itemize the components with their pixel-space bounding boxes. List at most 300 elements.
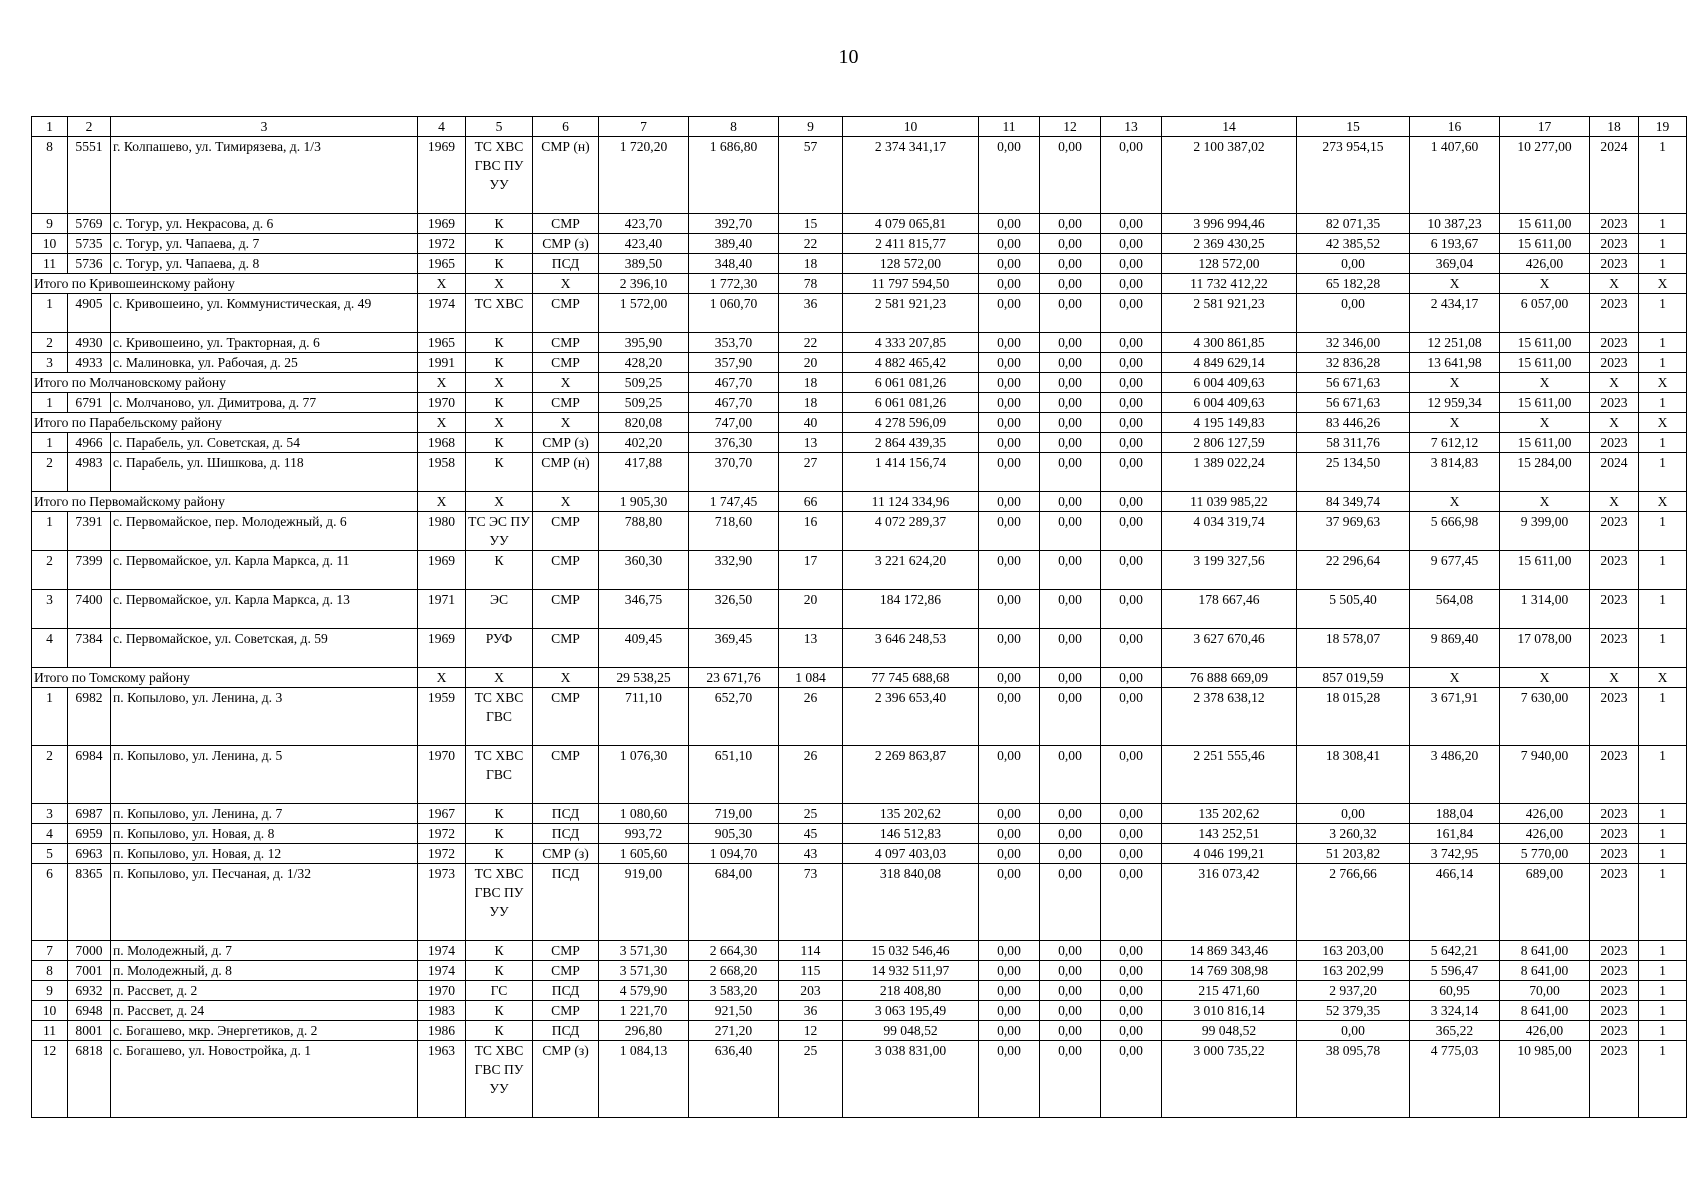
limit-cost-per-sqm: Х	[1500, 274, 1590, 294]
quantity: 1	[1639, 433, 1687, 453]
living-area: 1 747,45	[689, 492, 779, 512]
table-row	[32, 824, 1687, 844]
regional-funds: 0,00	[1040, 294, 1101, 333]
work-types: ЭС	[466, 590, 533, 629]
total-area: 788,80	[599, 512, 689, 551]
limit-cost-per-sqm: 10 277,00	[1500, 137, 1590, 214]
row-number: 1	[32, 512, 68, 551]
other-funds: 273 954,15	[1297, 137, 1410, 214]
living-area: 651,10	[689, 746, 779, 804]
cost-per-sqm: 12 251,08	[1410, 333, 1500, 353]
federal-funds: 0,00	[979, 1041, 1040, 1118]
work-types: К	[466, 804, 533, 824]
cost-per-sqm: 12 959,34	[1410, 393, 1500, 413]
row-number: 2	[32, 333, 68, 353]
owners-funds: 14 769 308,98	[1162, 961, 1297, 981]
total-area: 1 084,13	[599, 1041, 689, 1118]
row-number: 10	[32, 1001, 68, 1021]
district-total-row	[32, 274, 1687, 294]
work-types: К	[466, 551, 533, 590]
cost-per-sqm: 466,14	[1410, 864, 1500, 941]
living-area: 389,40	[689, 234, 779, 254]
total-cost: 14 932 511,97	[843, 961, 979, 981]
work-types: Х	[466, 373, 533, 393]
year-built: 1970	[418, 393, 466, 413]
other-funds: 42 385,52	[1297, 234, 1410, 254]
total-cost: 146 512,83	[843, 824, 979, 844]
owners-funds: 215 471,60	[1162, 981, 1297, 1001]
work-types: К	[466, 1021, 533, 1041]
municipal-funds: 0,00	[1101, 453, 1162, 492]
work-types: К	[466, 433, 533, 453]
total-cost: 4 882 465,42	[843, 353, 979, 373]
living-area: 467,70	[689, 393, 779, 413]
owners-funds: 1 389 022,24	[1162, 453, 1297, 492]
district-total-label: Итого по Кривошеинскому району	[32, 274, 418, 294]
table-row	[32, 941, 1687, 961]
other-funds: 5 505,40	[1297, 590, 1410, 629]
living-area: 369,45	[689, 629, 779, 668]
row-number: 7	[32, 941, 68, 961]
column-header: 16	[1410, 117, 1500, 137]
federal-funds: 0,00	[979, 981, 1040, 1001]
cost-per-sqm: 9 677,45	[1410, 551, 1500, 590]
planned-year: Х	[1590, 413, 1639, 433]
federal-funds: 0,00	[979, 214, 1040, 234]
planned-year: 2023	[1590, 864, 1639, 941]
other-funds: 25 134,50	[1297, 453, 1410, 492]
federal-funds: 0,00	[979, 668, 1040, 688]
federal-funds: 0,00	[979, 373, 1040, 393]
work-types: Х	[466, 668, 533, 688]
house-id: 4930	[68, 333, 111, 353]
address: с. Первомайское, ул. Карла Маркса, д. 11	[111, 551, 418, 590]
total-cost: 3 038 831,00	[843, 1041, 979, 1118]
total-area: 417,88	[599, 453, 689, 492]
row-number: 8	[32, 137, 68, 214]
address: п. Копылово, ул. Ленина, д. 5	[111, 746, 418, 804]
work-types: К	[466, 254, 533, 274]
planned-year: 2023	[1590, 961, 1639, 981]
work-stage: ПСД	[533, 824, 599, 844]
address: с. Первомайское, ул. Карла Маркса, д. 13	[111, 590, 418, 629]
table-row	[32, 981, 1687, 1001]
house-id: 7001	[68, 961, 111, 981]
address: г. Колпашево, ул. Тимирязева, д. 1/3	[111, 137, 418, 214]
quantity: 1	[1639, 333, 1687, 353]
limit-cost-per-sqm: 5 770,00	[1500, 844, 1590, 864]
total-area: 409,45	[599, 629, 689, 668]
quantity: 1	[1639, 393, 1687, 413]
planned-year: 2024	[1590, 453, 1639, 492]
federal-funds: 0,00	[979, 234, 1040, 254]
total-cost: 135 202,62	[843, 804, 979, 824]
residents: 16	[779, 512, 843, 551]
quantity: 1	[1639, 804, 1687, 824]
owners-funds: 178 667,46	[1162, 590, 1297, 629]
column-header: 11	[979, 117, 1040, 137]
quantity: 1	[1639, 214, 1687, 234]
cost-per-sqm: Х	[1410, 668, 1500, 688]
owners-funds: 11 039 985,22	[1162, 492, 1297, 512]
total-area: 3 571,30	[599, 961, 689, 981]
residents: 115	[779, 961, 843, 981]
row-number: 1	[32, 294, 68, 333]
work-stage: ПСД	[533, 254, 599, 274]
house-id: 4933	[68, 353, 111, 373]
row-number: 4	[32, 824, 68, 844]
residents: 12	[779, 1021, 843, 1041]
house-id: 8365	[68, 864, 111, 941]
column-header: 13	[1101, 117, 1162, 137]
work-stage: СМР	[533, 333, 599, 353]
cost-per-sqm: 2 434,17	[1410, 294, 1500, 333]
total-cost: 2 864 439,35	[843, 433, 979, 453]
year-built: 1986	[418, 1021, 466, 1041]
year-built: Х	[418, 413, 466, 433]
regional-funds: 0,00	[1040, 629, 1101, 668]
owners-funds: 2 806 127,59	[1162, 433, 1297, 453]
house-id: 5735	[68, 234, 111, 254]
planned-year: 2023	[1590, 688, 1639, 746]
year-built: 1958	[418, 453, 466, 492]
total-area: 346,75	[599, 590, 689, 629]
work-types: Х	[466, 492, 533, 512]
row-number: 1	[32, 688, 68, 746]
work-types: РУФ	[466, 629, 533, 668]
federal-funds: 0,00	[979, 844, 1040, 864]
federal-funds: 0,00	[979, 1021, 1040, 1041]
total-cost: 4 333 207,85	[843, 333, 979, 353]
planned-year: Х	[1590, 492, 1639, 512]
regional-funds: 0,00	[1040, 453, 1101, 492]
house-id: 6791	[68, 393, 111, 413]
living-area: 326,50	[689, 590, 779, 629]
work-types: ТС ХВС ГВС ПУ УУ	[466, 137, 533, 214]
planned-year: 2023	[1590, 512, 1639, 551]
total-area: 423,40	[599, 234, 689, 254]
total-cost: 184 172,86	[843, 590, 979, 629]
address: с. Парабель, ул. Советская, д. 54	[111, 433, 418, 453]
other-funds: 2 937,20	[1297, 981, 1410, 1001]
other-funds: 18 578,07	[1297, 629, 1410, 668]
table-row	[32, 1021, 1687, 1041]
limit-cost-per-sqm: Х	[1500, 668, 1590, 688]
address: с. Парабель, ул. Шишкова, д. 118	[111, 453, 418, 492]
total-area: 919,00	[599, 864, 689, 941]
residents: 45	[779, 824, 843, 844]
work-types: К	[466, 453, 533, 492]
row-number: 5	[32, 844, 68, 864]
column-header: 7	[599, 117, 689, 137]
regional-funds: 0,00	[1040, 373, 1101, 393]
year-built: Х	[418, 492, 466, 512]
owners-funds: 3 996 994,46	[1162, 214, 1297, 234]
table-row	[32, 844, 1687, 864]
total-cost: 2 581 921,23	[843, 294, 979, 333]
table-row	[32, 688, 1687, 746]
table-body	[32, 117, 1687, 1118]
work-stage: СМР	[533, 393, 599, 413]
total-cost: 3 063 195,49	[843, 1001, 979, 1021]
planned-year: 2023	[1590, 941, 1639, 961]
living-area: 3 583,20	[689, 981, 779, 1001]
work-stage: СМР	[533, 941, 599, 961]
limit-cost-per-sqm: 426,00	[1500, 254, 1590, 274]
row-number: 9	[32, 981, 68, 1001]
residents: 43	[779, 844, 843, 864]
cost-per-sqm: Х	[1410, 373, 1500, 393]
quantity: 1	[1639, 137, 1687, 214]
cost-per-sqm: Х	[1410, 492, 1500, 512]
planned-year: 2023	[1590, 1041, 1639, 1118]
table-row	[32, 629, 1687, 668]
living-area: 392,70	[689, 214, 779, 234]
row-number: 3	[32, 804, 68, 824]
total-cost: 99 048,52	[843, 1021, 979, 1041]
regional-funds: 0,00	[1040, 688, 1101, 746]
municipal-funds: 0,00	[1101, 433, 1162, 453]
limit-cost-per-sqm: 8 641,00	[1500, 941, 1590, 961]
year-built: 1973	[418, 864, 466, 941]
living-area: 636,40	[689, 1041, 779, 1118]
federal-funds: 0,00	[979, 551, 1040, 590]
cost-per-sqm: 5 642,21	[1410, 941, 1500, 961]
table-row	[32, 590, 1687, 629]
row-number: 8	[32, 961, 68, 981]
district-total-label: Итого по Парабельскому району	[32, 413, 418, 433]
district-total-label: Итого по Томскому району	[32, 668, 418, 688]
year-built: 1969	[418, 551, 466, 590]
row-number: 11	[32, 254, 68, 274]
residents: 26	[779, 688, 843, 746]
limit-cost-per-sqm: 15 611,00	[1500, 551, 1590, 590]
limit-cost-per-sqm: 15 611,00	[1500, 214, 1590, 234]
residents: 26	[779, 746, 843, 804]
residents: 22	[779, 333, 843, 353]
municipal-funds: 0,00	[1101, 551, 1162, 590]
address: п. Копылово, ул. Новая, д. 8	[111, 824, 418, 844]
total-area: 509,25	[599, 373, 689, 393]
federal-funds: 0,00	[979, 688, 1040, 746]
regional-funds: 0,00	[1040, 413, 1101, 433]
work-stage: СМР (з)	[533, 234, 599, 254]
table-row	[32, 333, 1687, 353]
living-area: 271,20	[689, 1021, 779, 1041]
district-total-row	[32, 492, 1687, 512]
federal-funds: 0,00	[979, 294, 1040, 333]
owners-funds: 135 202,62	[1162, 804, 1297, 824]
work-stage: Х	[533, 274, 599, 294]
column-header: 1	[32, 117, 68, 137]
column-header: 9	[779, 117, 843, 137]
municipal-funds: 0,00	[1101, 512, 1162, 551]
table-row	[32, 453, 1687, 492]
address: с. Кривошеино, ул. Коммунистическая, д. 49	[111, 294, 418, 333]
limit-cost-per-sqm: 426,00	[1500, 824, 1590, 844]
quantity: 1	[1639, 1001, 1687, 1021]
work-types: К	[466, 941, 533, 961]
work-stage: СМР (н)	[533, 453, 599, 492]
municipal-funds: 0,00	[1101, 492, 1162, 512]
work-stage: СМР	[533, 961, 599, 981]
total-area: 1 080,60	[599, 804, 689, 824]
cost-per-sqm: Х	[1410, 413, 1500, 433]
cost-per-sqm: 188,04	[1410, 804, 1500, 824]
cost-per-sqm: 369,04	[1410, 254, 1500, 274]
work-stage: Х	[533, 492, 599, 512]
residents: 18	[779, 254, 843, 274]
house-id: 7391	[68, 512, 111, 551]
other-funds: 58 311,76	[1297, 433, 1410, 453]
owners-funds: 11 732 412,22	[1162, 274, 1297, 294]
owners-funds: 2 581 921,23	[1162, 294, 1297, 333]
other-funds: 84 349,74	[1297, 492, 1410, 512]
address: с. Богашево, ул. Новостройка, д. 1	[111, 1041, 418, 1118]
total-cost: 77 745 688,68	[843, 668, 979, 688]
row-number: 11	[32, 1021, 68, 1041]
living-area: 684,00	[689, 864, 779, 941]
planned-year: 2023	[1590, 393, 1639, 413]
table-row	[32, 961, 1687, 981]
column-header: 3	[111, 117, 418, 137]
municipal-funds: 0,00	[1101, 373, 1162, 393]
regional-funds: 0,00	[1040, 353, 1101, 373]
house-id: 4905	[68, 294, 111, 333]
work-types: ТС ХВС	[466, 294, 533, 333]
total-area: 360,30	[599, 551, 689, 590]
planned-year: 2023	[1590, 353, 1639, 373]
planned-year: 2023	[1590, 551, 1639, 590]
regional-funds: 0,00	[1040, 1001, 1101, 1021]
work-types: К	[466, 824, 533, 844]
regional-funds: 0,00	[1040, 433, 1101, 453]
municipal-funds: 0,00	[1101, 804, 1162, 824]
regional-funds: 0,00	[1040, 274, 1101, 294]
other-funds: 83 446,26	[1297, 413, 1410, 433]
regional-funds: 0,00	[1040, 214, 1101, 234]
limit-cost-per-sqm: 70,00	[1500, 981, 1590, 1001]
total-area: 993,72	[599, 824, 689, 844]
work-types: К	[466, 234, 533, 254]
house-id: 6963	[68, 844, 111, 864]
capital-repair-register-table	[31, 116, 1687, 1118]
federal-funds: 0,00	[979, 274, 1040, 294]
municipal-funds: 0,00	[1101, 668, 1162, 688]
address: с. Богашево, мкр. Энергетиков, д. 2	[111, 1021, 418, 1041]
district-total-row	[32, 413, 1687, 433]
living-area: 353,70	[689, 333, 779, 353]
quantity: 1	[1639, 353, 1687, 373]
work-types: Х	[466, 274, 533, 294]
quantity: Х	[1639, 373, 1687, 393]
total-area: 820,08	[599, 413, 689, 433]
regional-funds: 0,00	[1040, 551, 1101, 590]
quantity: 1	[1639, 254, 1687, 274]
planned-year: 2023	[1590, 214, 1639, 234]
work-stage: СМР (з)	[533, 433, 599, 453]
total-area: 4 579,90	[599, 981, 689, 1001]
column-header: 5	[466, 117, 533, 137]
house-id: 6932	[68, 981, 111, 1001]
owners-funds: 3 000 735,22	[1162, 1041, 1297, 1118]
work-stage: СМР (н)	[533, 137, 599, 214]
work-types: К	[466, 393, 533, 413]
regional-funds: 0,00	[1040, 668, 1101, 688]
total-area: 296,80	[599, 1021, 689, 1041]
table-row	[32, 137, 1687, 214]
quantity: 1	[1639, 590, 1687, 629]
work-stage: СМР	[533, 590, 599, 629]
work-stage: ПСД	[533, 864, 599, 941]
living-area: 332,90	[689, 551, 779, 590]
quantity: 1	[1639, 453, 1687, 492]
owners-funds: 3 627 670,46	[1162, 629, 1297, 668]
work-types: К	[466, 961, 533, 981]
year-built: 1980	[418, 512, 466, 551]
owners-funds: 128 572,00	[1162, 254, 1297, 274]
work-types: К	[466, 1001, 533, 1021]
house-id: 6818	[68, 1041, 111, 1118]
limit-cost-per-sqm: 9 399,00	[1500, 512, 1590, 551]
municipal-funds: 0,00	[1101, 413, 1162, 433]
cost-per-sqm: 7 612,12	[1410, 433, 1500, 453]
residents: 20	[779, 353, 843, 373]
house-id: 4983	[68, 453, 111, 492]
house-id: 6959	[68, 824, 111, 844]
residents: 25	[779, 804, 843, 824]
limit-cost-per-sqm: 6 057,00	[1500, 294, 1590, 333]
column-header: 17	[1500, 117, 1590, 137]
other-funds: 38 095,78	[1297, 1041, 1410, 1118]
residents: 1 084	[779, 668, 843, 688]
total-area: 3 571,30	[599, 941, 689, 961]
row-number: 2	[32, 746, 68, 804]
work-stage: СМР	[533, 214, 599, 234]
row-number: 2	[32, 453, 68, 492]
other-funds: 163 203,00	[1297, 941, 1410, 961]
municipal-funds: 0,00	[1101, 844, 1162, 864]
other-funds: 56 671,63	[1297, 393, 1410, 413]
table-row	[32, 294, 1687, 333]
work-types: ТС ХВС ГВС	[466, 688, 533, 746]
year-built: 1970	[418, 981, 466, 1001]
municipal-funds: 0,00	[1101, 981, 1162, 1001]
regional-funds: 0,00	[1040, 137, 1101, 214]
living-area: 357,90	[689, 353, 779, 373]
municipal-funds: 0,00	[1101, 234, 1162, 254]
regional-funds: 0,00	[1040, 254, 1101, 274]
column-header: 6	[533, 117, 599, 137]
regional-funds: 0,00	[1040, 393, 1101, 413]
owners-funds: 4 300 861,85	[1162, 333, 1297, 353]
address: п. Рассвет, д. 2	[111, 981, 418, 1001]
other-funds: 3 260,32	[1297, 824, 1410, 844]
district-total-label: Итого по Первомайскому району	[32, 492, 418, 512]
municipal-funds: 0,00	[1101, 254, 1162, 274]
owners-funds: 76 888 669,09	[1162, 668, 1297, 688]
year-built: 1974	[418, 941, 466, 961]
planned-year: Х	[1590, 373, 1639, 393]
year-built: 1972	[418, 824, 466, 844]
year-built: 1963	[418, 1041, 466, 1118]
living-area: 23 671,76	[689, 668, 779, 688]
total-cost: 11 797 594,50	[843, 274, 979, 294]
owners-funds: 4 849 629,14	[1162, 353, 1297, 373]
row-number: 1	[32, 393, 68, 413]
house-id: 7399	[68, 551, 111, 590]
regional-funds: 0,00	[1040, 512, 1101, 551]
